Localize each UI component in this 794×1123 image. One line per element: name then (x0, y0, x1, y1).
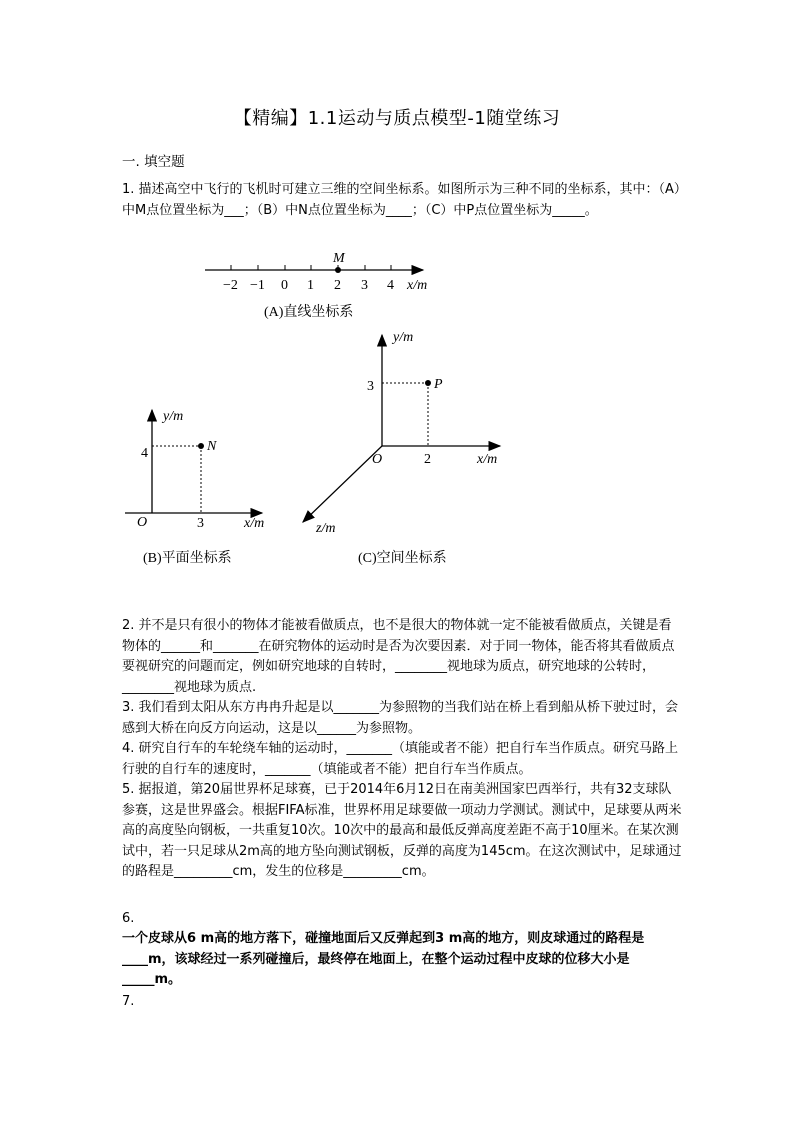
tick-label: 1 (307, 278, 314, 293)
question-3: 3. 我们看到太阳从东方冉冉升起是以_______为参照物的当我们站在桥上看到船从桥下驶过时，会感到大桥在向反方向运动，这是以______为参照物。 (122, 700, 679, 736)
question-5: 5. 据报道，第20届世界杯足球赛，已于2014年6月12日在南美洲国家巴西举行，共有32支球队参赛，这是世界盛会。根据FIFA标准，世界杯用足球要做一项动力学测试。测试中，足球要从两米高的高度坠向钢板，一共重复10次。10次中的最高和最低反弹高度差距不高于10厘米。在某次测试中，若一只足球从2m高的地方坠向测试钢板，反弹的高度为145cm。在这次测试中，足球通过的路程是_________cm，发生的位移是_________cm。 (122, 782, 682, 879)
point-p (425, 380, 431, 386)
tick-label: 4 (387, 278, 394, 293)
figure-a-caption: (A)直线坐标系 (264, 305, 354, 320)
tick-label: −2 (223, 278, 238, 293)
tick-label: 3 (361, 278, 368, 293)
origin-label: O (137, 515, 148, 530)
figure-b-plane-axes (125, 409, 264, 566)
y-value-label: 3 (367, 379, 374, 394)
y-axis-label: y/m (163, 409, 184, 424)
tick-label: 2 (334, 278, 341, 293)
y-value-label: 4 (141, 446, 148, 461)
x-value-label: 3 (197, 516, 204, 531)
figure-b-caption: (B)平面坐标系 (143, 551, 232, 566)
figure-c-caption: (C)空间坐标系 (358, 551, 447, 566)
question-6: 一个皮球从6 m高的地方落下，碰撞地面后又反弹起到3 m高的地方，则皮球通过的路程是____m，该球经过一系列碰撞后，最终停在地面上，在整个运动过程中皮球的位移大小是_____m。 (122, 931, 645, 987)
figure-c-space-axes (303, 330, 500, 566)
origin-label: O (372, 452, 383, 467)
question-2: 2. 并不是只有很小的物体才能被看做质点，也不是很大的物体就一定不能被看做质点，关键是看物体的______和_______在研究物体的运动时是否为次要因素．对于同一物体，能否将其看做质点要视研究的问题而定，例如研究地球的自转时，________视地球为质点，研究地球的公转时，________视地球为质点. (122, 618, 675, 695)
figure-a-line-axis (205, 251, 427, 320)
point-m (335, 267, 341, 273)
z-axis-label: z/m (316, 521, 336, 536)
page-title: 【精编】1.1运动与质点模型-1随堂练习 (233, 108, 561, 129)
point-p-label: P (434, 377, 443, 392)
point-n-label: N (207, 439, 217, 454)
axis-label: x/m (407, 278, 428, 293)
y-axis-label: y/m (393, 330, 414, 345)
question-4: 4. 研究自行车的车轮绕车轴的运动时，_______（填能或者不能）把自行车当作质点。研究马路上行驶的自行车的速度时，_______（填能或者不能）把自行车当作质点。 (122, 741, 679, 777)
x-axis-label: x/m (244, 516, 265, 531)
question-6-number: 6. (122, 911, 135, 926)
x-axis-label: x/m (477, 452, 498, 467)
point-n (198, 443, 204, 449)
x-value-label: 2 (424, 452, 431, 467)
section-heading: 一. 填空题 (122, 154, 185, 170)
tick-label: 0 (281, 278, 288, 293)
figure-c-z-axis (303, 446, 382, 522)
question-7-number: 7. (122, 994, 135, 1009)
question-1: 1. 描述高空中飞行的飞机时可建立三维的空间坐标系。如图所示为三种不同的坐标系，其中：（A）中M点位置坐标为___；（B）中N点位置坐标为____；（C）中P点位置坐标为_____。 (122, 182, 681, 218)
tick-label: −1 (250, 278, 265, 293)
point-m-label: M (333, 251, 345, 266)
